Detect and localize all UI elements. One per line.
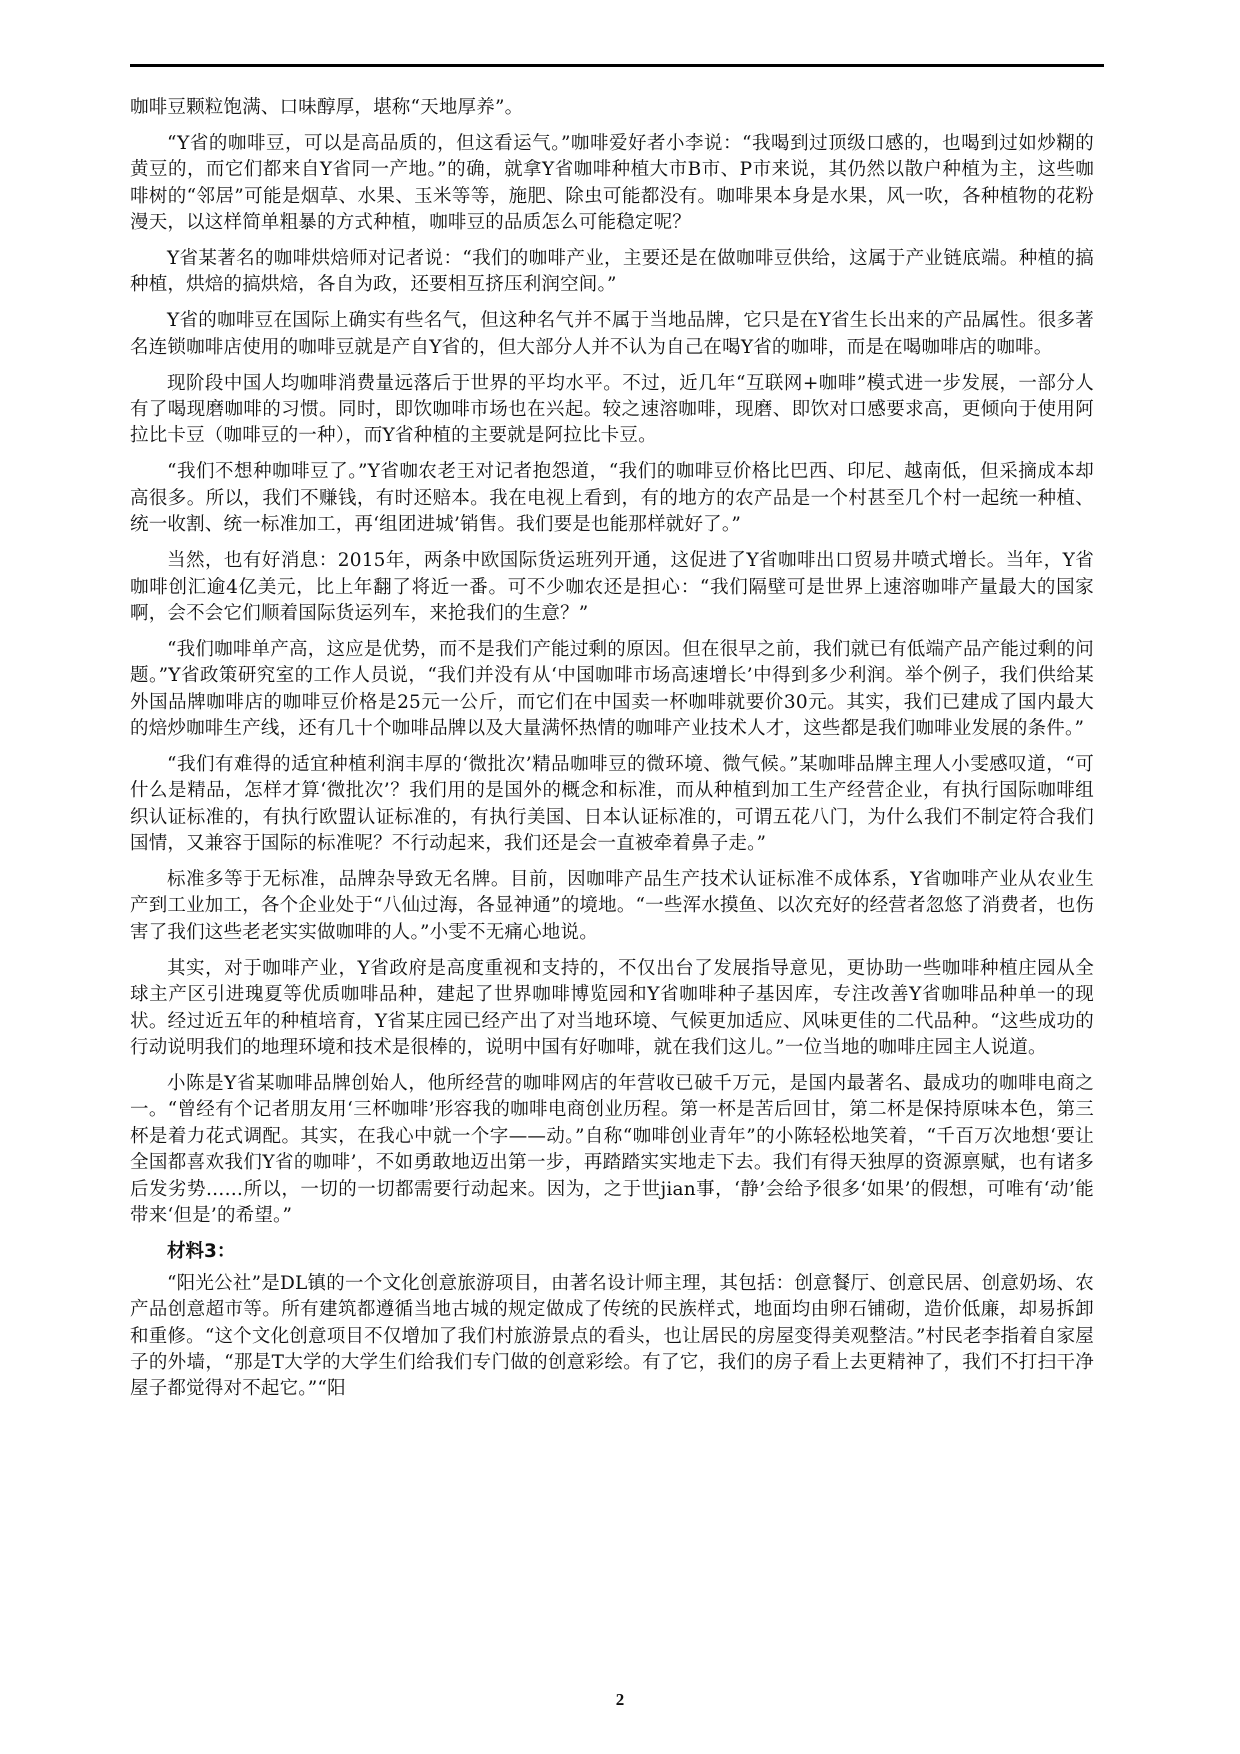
section-heading: 材料3： [167, 1240, 236, 1262]
paragraph: “我们有难得的适宜种植利润丰厚的‘微批次’精品咖啡豆的微环境、微气候。”某咖啡品牌主理人小雯感叹道，“可什么是精品，怎样才算‘微批次’？我们用的是国外的概念和标准，而从种植到加工生产经营企业，有执行国际咖啡组织认证标准的，有执行欧盟认证标准的，有执行美国、日本认证标准的，可谓五花八门，为什么我们不制定符合我们国情，又兼容于国际的标准呢？不行动起来，我们还是会一直被牵着鼻子走。” [130, 753, 1094, 855]
header-rule [130, 64, 1104, 67]
paragraph: Y省某著名的咖啡烘焙师对记者说：“我们的咖啡产业，主要还是在做咖啡豆供给，这属于产业链底端。种植的搞种植，烘焙的搞烘焙，各自为政，还要相互挤压利润空间。” [130, 248, 1094, 296]
paragraph: 咖啡豆颗粒饱满、口味醇厚，堪称“天地厚养”。 [130, 97, 524, 118]
paragraph: 其实，对于咖啡产业，Y省政府是高度重视和支持的，不仅出台了发展指导意见，更协助一些咖啡种植庄园从全球主产区引进瑰夏等优质咖啡品种，建起了世界咖啡博览园和Y省咖啡种子基因库，专注改善Y省咖啡品种单一的现状。经过近五年的种植培育，Y省某庄园已经产出了对当地环境、气候更加适应、风味更佳的二代品种。“这些成功的行动说明我们的地理环境和技术是很棒的，说明中国有好咖啡，就在我们这儿。”一位当地的咖啡庄园主人说道。 [130, 957, 1094, 1058]
page-number: 2 [615, 1690, 625, 1709]
document-body [130, 95, 1094, 1412]
paragraph: 现阶段中国人均咖啡消费量远落后于世界的平均水平。不过，近几年“互联网+咖啡”模式进一步发展，一部分人有了喝现磨咖啡的习惯。同时，即饮咖啡市场也在兴起。较之速溶咖啡，现磨、即饮对口感要求高，更倾向于使用阿拉比卡豆（咖啡豆的一种），而Y省种植的主要就是阿拉比卡豆。 [130, 372, 1094, 447]
paragraph: “阳光公社”是DL镇的一个文化创意旅游项目，由著名设计师主理，其包括：创意餐厅、创意民居、创意奶场、农产品创意超市等。所有建筑都遵循当地古城的规定做成了传统的民族样式，地面均由卵石铺砌，造价低廉，却易拆卸和重修。“这个文化创意项目不仅增加了我们村旅游景点的看头，也让居民的房屋变得美观整洁。”村民老李指着自家屋子的外墙，“那是T大学的大学生们给我们专门做的创意彩绘。有了它，我们的房子看上去更精神了，我们不打扫干净屋子都觉得对不起它。”“阳 [130, 1272, 1094, 1400]
paragraph: “我们咖啡单产高，这应是优势，而不是我们产能过剩的原因。但在很早之前，我们就已有低端产品产能过剩的问题。”Y省政策研究室的工作人员说，“我们并没有从‘中国咖啡市场高速增长’中得到多少利润。举个例子，我们供给某外国品牌咖啡店的咖啡豆价格是25元一公斤，而它们在中国卖一杯咖啡就要价30元。其实，我们已建成了国内最大的焙炒咖啡生产线，还有几十个咖啡品牌以及大量满怀热情的咖啡产业技术人才，这些都是我们咖啡业发展的条件。” [130, 638, 1094, 740]
paragraph: “我们不想种咖啡豆了。”Y省咖农老王对记者抱怨道，“我们的咖啡豆价格比巴西、印尼、越南低，但采摘成本却高很多。所以，我们不赚钱，有时还赔本。我在电视上看到，有的地方的农产品是一个村甚至几个村一起统一种植、统一收割、统一标准加工，再‘组团进城’销售。我们要是也能那样就好了。” [130, 461, 1094, 536]
paragraph: 标准多等于无标准，品牌杂导致无名牌。目前，因咖啡产品生产技术认证标准不成体系，Y省咖啡产业从农业生产到工业加工，各个企业处于“八仙过海，各显神通”的境地。“一些浑水摸鱼、以次充好的经营者忽悠了消费者，也伤害了我们这些老老实实做咖啡的人。”小雯不无痛心地说。 [130, 869, 1094, 943]
paragraph: Y省的咖啡豆在国际上确实有些名气，但这种名气并不属于当地品牌，它只是在Y省生长出来的产品属性。很多著名连锁咖啡店使用的咖啡豆就是产自Y省的，但大部分人并不认为自己在喝Y省的咖啡，而是在喝咖啡店的咖啡。 [130, 310, 1094, 358]
paragraph: “Y省的咖啡豆，可以是高品质的，但这看运气。”咖啡爱好者小李说：“我喝到过顶级口感的，也喝到过如炒糊的黄豆的，而它们都来自Y省同一产地。”的确，就拿Y省咖啡种植大市B市、P市来说，其仍然以散户种植为主，这些咖啡树的“邻居”可能是烟草、水果、玉米等等，施肥、除虫可能都没有。咖啡果本身是水果，风一吹，各种植物的花粉漫天，以这样简单粗暴的方式种植，咖啡豆的品质怎么可能稳定呢？ [130, 132, 1094, 234]
paragraph: 当然，也有好消息：2015年，两条中欧国际货运班列开通，这促进了Y省咖啡出口贸易井喷式增长。当年，Y省咖啡创汇逾4亿美元，比上年翻了将近一番。可不少咖农还是担心：“我们隔壁可是世界上速溶咖啡产量最大的国家啊，会不会它们顺着国际货运列车，来抢我们的生意？” [130, 550, 1094, 624]
paragraph: 小陈是Y省某咖啡品牌创始人，他所经营的咖啡网店的年营收已破千万元，是国内最著名、最成功的咖啡电商之一。“曾经有个记者朋友用‘三杯咖啡’形容我的咖啡电商创业历程。第一杯是苦后回甘，第二杯是保持原味本色，第三杯是着力花式调配。其实，在我心中就一个字——动。”自称“咖啡创业青年”的小陈轻松地笑着，“千百万次地想‘要让全国都喜欢我们Y省的咖啡’，不如勇敢地迈出第一步，再踏踏实实地走下去。我们有得天独厚的资源禀赋，也有诸多后发劣势……所以，一切的一切都需要行动起来。因为，之于世jian事，‘静’会给予很多‘如果’的假想，可唯有‘动’能带来‘但是’的希望。” [130, 1072, 1094, 1226]
